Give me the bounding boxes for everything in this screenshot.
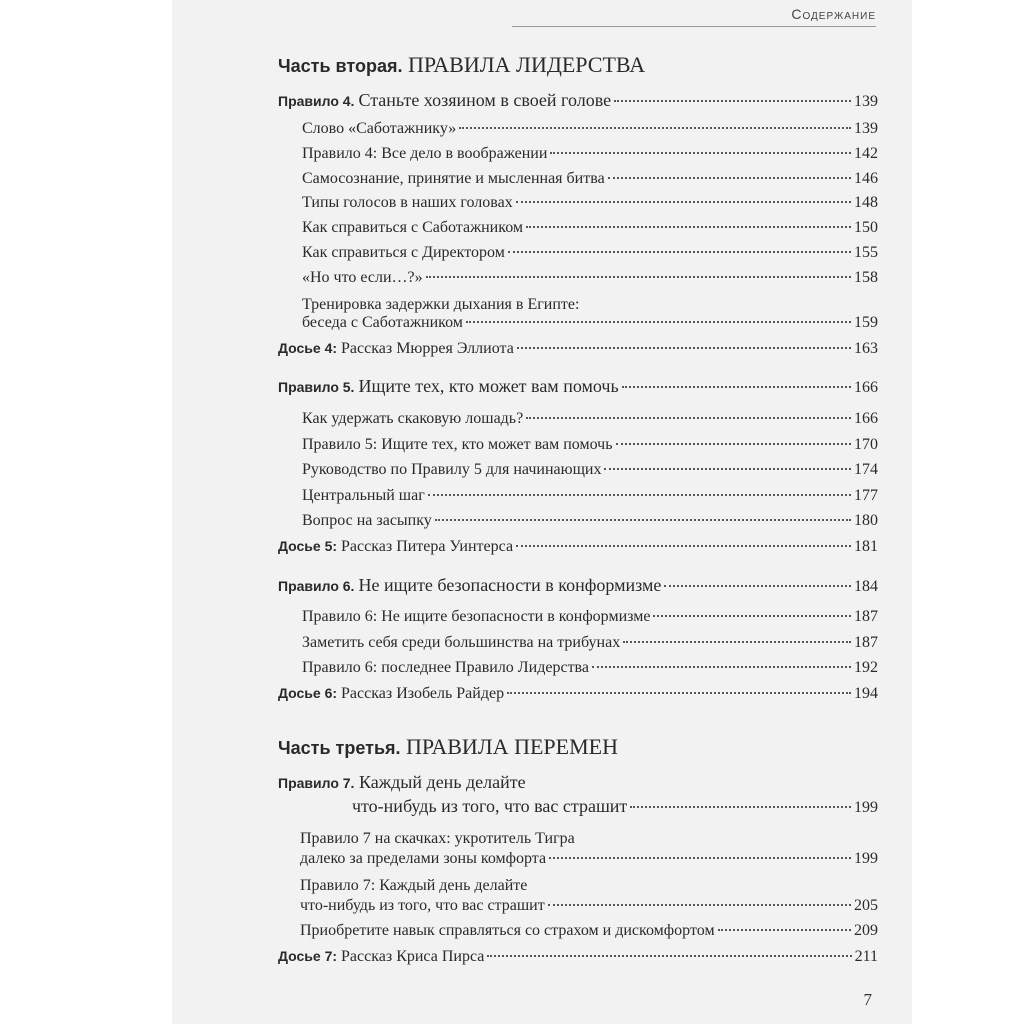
toc-entry-dossier[interactable] (278, 685, 878, 703)
leader-dots (526, 417, 851, 419)
entry-title: Правило 5: Ищите тех, кто может вам помочь (302, 436, 613, 453)
toc-entry[interactable] (278, 269, 878, 287)
toc-entry[interactable] (278, 922, 878, 940)
part-label: Часть вторая. (278, 56, 403, 76)
leader-dots (516, 545, 851, 547)
toc-entry[interactable] (278, 634, 878, 652)
toc-entry[interactable] (278, 897, 878, 915)
entry-page: 142 (854, 145, 878, 162)
entry-title: Как справиться с Директором (302, 244, 505, 261)
entry-title: Слово «Саботажнику» (302, 120, 457, 137)
entry-page: 148 (854, 194, 878, 211)
rule-label: Правило 4. (278, 93, 355, 109)
entry-page: 177 (854, 487, 878, 504)
leader-dots (550, 152, 851, 154)
entry-title-line2: что-нибудь из того, что вас страшит (352, 796, 628, 816)
book-page (172, 0, 912, 1024)
toc-entry-rule[interactable] (278, 575, 878, 596)
leader-dots (614, 100, 851, 102)
entry-page: 163 (854, 340, 878, 357)
leader-dots (507, 692, 851, 694)
leader-dots (718, 929, 851, 931)
rule-label: Правило 6. (278, 578, 355, 594)
entry-title: Как справиться с Саботажником (302, 219, 524, 236)
toc-entry[interactable] (278, 244, 878, 262)
toc-entry[interactable] (278, 145, 878, 163)
entry-title: Вопрос на засыпку (302, 512, 432, 529)
part-label: Часть третья. (278, 738, 401, 758)
part-heading (278, 734, 878, 760)
toc-entry-dossier[interactable] (278, 948, 878, 966)
entry-title-line2: далеко за пределами зоны комфорта (300, 850, 547, 867)
entry-page: 184 (854, 578, 878, 595)
leader-dots (435, 519, 851, 521)
entry-page: 139 (854, 120, 878, 137)
entry-title: Самосознание, принятие и мысленная битва (302, 170, 605, 187)
entry-page: 158 (854, 269, 878, 286)
entry-title: Не ищите безопасности в конформизме (358, 575, 662, 595)
entry-title: Ищите тех, кто может вам помочь (358, 376, 619, 396)
leader-dots (428, 494, 851, 496)
entry-page: 139 (854, 93, 878, 110)
toc-entry[interactable] (278, 487, 878, 505)
entry-title: Приобретите навык справляться со страхом и дискомфортом (300, 922, 715, 939)
dossier-label: Досье 7: (278, 948, 338, 964)
part-title: ПРАВИЛА ЛИДЕРСТВА (407, 52, 646, 77)
leader-dots (592, 666, 851, 668)
entry-title: Типы голосов в наших головах (302, 194, 513, 211)
entry-page: 187 (854, 608, 878, 625)
entry-title-line2: что-нибудь из того, что вас страшит (300, 897, 545, 914)
entry-page: 170 (854, 436, 878, 453)
entry-title: Правило 6: последнее Правило Лидерства (302, 659, 589, 676)
entry-page: 199 (854, 799, 878, 816)
rule-label: Правило 7. (278, 775, 355, 791)
entry-title: Станьте хозяином в своей голове (358, 90, 612, 110)
entry-title: Правило 4: Все дело в воображении (302, 145, 548, 162)
leader-dots (653, 615, 851, 617)
entry-page: 146 (854, 170, 878, 187)
entry-page: 166 (854, 410, 878, 427)
leader-dots (622, 386, 851, 388)
leader-dots (487, 955, 851, 957)
toc-entry[interactable] (278, 436, 878, 454)
running-head: Содержание (791, 6, 876, 22)
entry-page: 159 (854, 314, 878, 331)
toc-entry[interactable] (278, 410, 878, 428)
dossier-label: Досье 6: (278, 685, 338, 701)
leader-dots (508, 251, 851, 253)
entry-title-line1: Правило 7: Каждый день делайте (300, 877, 528, 894)
toc-entry-rule[interactable] (278, 90, 878, 111)
entry-title: Рассказ Изобель Райдер (341, 685, 505, 702)
entry-title: Рассказ Мюррея Эллиота (341, 340, 514, 357)
leader-dots (664, 585, 851, 587)
part-title: ПРАВИЛА ПЕРЕМЕН (406, 734, 618, 759)
leader-dots (526, 226, 851, 228)
entry-page: 211 (854, 948, 878, 965)
entry-title: Рассказ Криса Пирса (341, 948, 485, 965)
entry-title: «Но что если…?» (302, 269, 423, 286)
leader-dots (548, 904, 851, 906)
toc-entry-dossier[interactable] (278, 340, 878, 358)
entry-page: 194 (854, 685, 878, 702)
toc-entry[interactable] (278, 219, 878, 237)
entry-title: Правило 6: Не ищите безопасности в конформизме (302, 608, 651, 625)
entry-page: 192 (854, 659, 878, 676)
entry-title-line2: беседа с Саботажником (302, 314, 463, 331)
leader-dots (608, 177, 851, 179)
entry-title-line1: Каждый день делайте (358, 772, 526, 792)
toc-entry[interactable] (278, 850, 878, 868)
leader-dots (426, 276, 851, 278)
dossier-label: Досье 4: (278, 340, 338, 356)
leader-dots (517, 347, 851, 349)
entry-title-line1: Тренировка задержки дыхания в Египте: (302, 296, 580, 313)
part-heading (278, 52, 878, 78)
leader-dots (616, 443, 851, 445)
leader-dots (459, 127, 851, 129)
toc-entry[interactable] (278, 461, 878, 479)
leader-dots (604, 468, 851, 470)
leader-dots (549, 857, 851, 859)
rule-label: Правило 5. (278, 379, 355, 395)
dossier-label: Досье 5: (278, 538, 338, 554)
leader-dots (630, 806, 851, 808)
entry-page: 174 (854, 461, 878, 478)
entry-title: Руководство по Правилу 5 для начинающих (302, 461, 602, 478)
page-number: 7 (863, 990, 872, 1009)
entry-title: Рассказ Питера Уинтерса (341, 538, 514, 555)
leader-dots (516, 201, 851, 203)
entry-page: 187 (854, 634, 878, 651)
entry-page: 150 (854, 219, 878, 236)
entry-page: 180 (854, 512, 878, 529)
leader-dots (466, 321, 851, 323)
rule-first-line (278, 772, 526, 793)
entry-title: Заметить себя среди большинства на трибунах (302, 634, 621, 651)
entry-page: 166 (854, 379, 878, 396)
entry-page: 155 (854, 244, 878, 261)
toc-entry[interactable] (278, 314, 878, 332)
entry-page: 205 (854, 897, 878, 914)
entry-page: 181 (854, 538, 878, 555)
entry-title: Центральный шаг (302, 487, 425, 504)
entry-title: Как удержать скаковую лошадь? (302, 410, 524, 427)
toc-entry[interactable] (278, 170, 878, 188)
leader-dots (623, 641, 851, 643)
toc-entry[interactable] (278, 608, 878, 626)
toc-entry[interactable] (278, 659, 878, 677)
toc-entry-dossier[interactable] (278, 538, 878, 556)
toc-entry[interactable] (278, 194, 878, 212)
entry-page: 209 (854, 922, 878, 939)
toc-entry-rule[interactable] (352, 796, 878, 817)
entry-page: 199 (854, 850, 878, 867)
toc-entry[interactable] (278, 512, 878, 530)
toc-entry-rule[interactable] (278, 376, 878, 397)
header-rule (512, 26, 876, 27)
toc-entry[interactable] (278, 120, 878, 138)
entry-title-line1: Правило 7 на скачках: укротитель Тигра (300, 830, 575, 847)
